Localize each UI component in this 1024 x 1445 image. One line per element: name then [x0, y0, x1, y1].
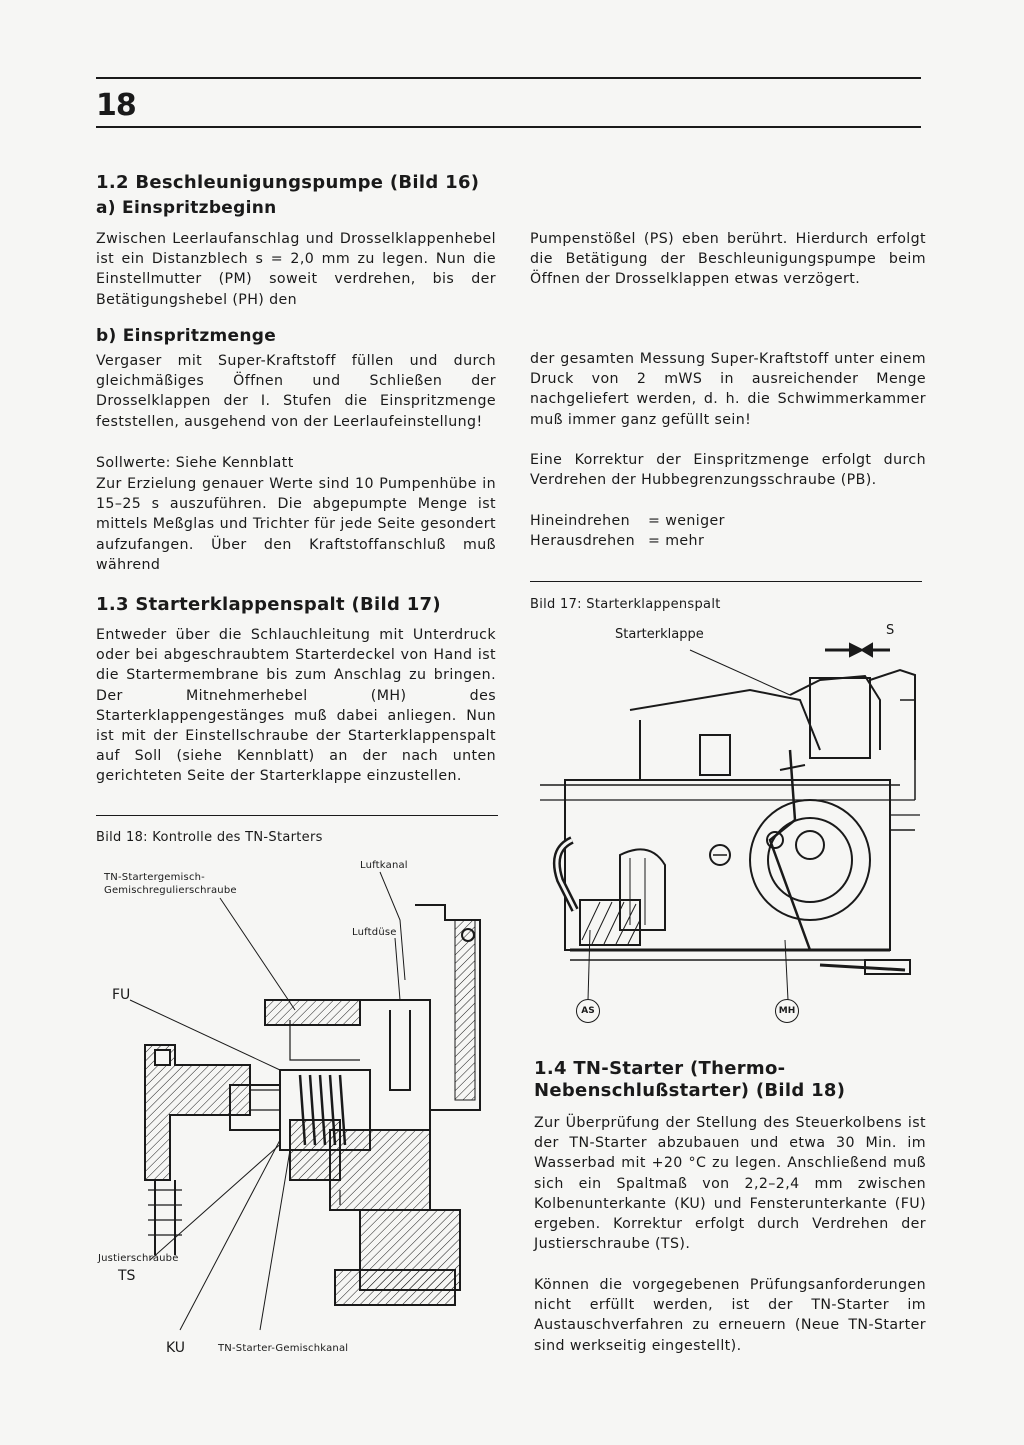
fig18-label-tn-1: TN-Startergemisch- [104, 872, 205, 883]
section-1-2-a-heading: a) Einspritzbeginn [96, 198, 277, 218]
fig18-caption: Bild 18: Kontrolle des TN-Starters [96, 830, 323, 845]
header-top-rule [96, 77, 921, 79]
hineindrehen-value: = weniger [648, 513, 725, 529]
divider-right [530, 581, 922, 582]
section-1-3-text: Entweder über die Schlauchleitung mit Unterdruck oder bei abgeschraubtem Starterdeckel von Hand ist die Startermembrane bis zum Anschlag zu bringen. Der Mitnehmerhebel (MH) des Starterklappengestänges muß dabei anliegen. Nun ist mit der Einstellschraube der Starterklappenspalt auf Soll (siehe Kennblatt) an der nach unten gerichteten Seite der Starterklappe einzustellen. [96, 627, 496, 785]
hineindrehen-label: Hineindrehen [530, 513, 631, 529]
section-1-2-b-heading: b) Einspritzmenge [96, 326, 277, 346]
fig17-caption: Bild 17: Starterklappenspalt [530, 597, 721, 612]
fig18-label-ku: KU [166, 1340, 186, 1356]
fig18-label-luftkanal: Luftkanal [360, 860, 408, 871]
herausdrehen-value: = mehr [648, 533, 705, 549]
herausdrehen-label: Herausdrehen [530, 533, 636, 549]
section-1-4-heading-line2: Nebenschlußstarter) (Bild 18) [534, 1080, 846, 1101]
section-1-2-a-text-right: Pumpenstößel (PS) eben berührt. Hierdurch erfolgt die Betätigung der Beschleunigungspumpe beim Öffnen der Drosselklappen etwas verzögert. [530, 231, 926, 288]
divider-left [96, 815, 498, 816]
fig17-carburetor-drawing [520, 640, 920, 1030]
section-1-3-heading: 1.3 Starterklappenspalt (Bild 17) [96, 594, 441, 615]
fig18-tn-starter-drawing [100, 860, 500, 1340]
fig18-label-ts: TS [118, 1268, 136, 1284]
herausdrehen-row [530, 531, 926, 551]
fig18-label-fu: FU [112, 987, 131, 1003]
fig18-label-justier: Justierschraube [98, 1253, 179, 1264]
section-1-4-text2: Können die vorgegebenen Prüfungsanforderungen nicht erfüllt werden, ist der TN-Starter im Austauschverfahren zu erneuern (Neue TN-Starter sind werkseitig eingestellt). [534, 1277, 926, 1354]
section-1-2-b-text-left2: Zur Erzielung genauer Werte sind 10 Pumpenhübe in 15–25 s auszuführen. Die abgepumpte Menge ist mittels Meßglas und Trichter für jede Seite gesondert aufzufangen. Über den Kraftstoffanschluß muß während [96, 476, 496, 573]
section-1-2-b-text-right2: Eine Korrektur der Einspritzmenge erfolgt durch Verdrehen der Hubbegrenzungsschraube (PB). [530, 452, 926, 489]
section-1-2-b-text-right: der gesamten Messung Super-Kraftstoff unter einem Druck von 2 mWS in ausreichender Menge nachgeliefert werden, d. h. die Schwimmerkammer muß immer ganz gefüllt sein! [530, 351, 926, 428]
section-1-2-b-text-left: Vergaser mit Super-Kraftstoff füllen und durch gleichmäßiges Öffnen und Schließen der Drosselklappen der I. Stufen die Einspritzmenge feststellen, ausgehend von der Leerlaufeinstellung! [96, 353, 496, 430]
section-1-2-heading: 1.2 Beschleunigungspumpe (Bild 16) [96, 172, 480, 193]
header-bottom-rule [96, 126, 921, 128]
fig18-label-luftduese: Luftdüse [352, 927, 397, 938]
fig17-label-starterklappe: Starterklappe [615, 627, 704, 642]
fig17-label-as: AS [576, 999, 600, 1023]
fig18-label-gemischkanal: TN-Starter-Gemischkanal [218, 1343, 349, 1354]
section-1-2-b-sollwerte: Sollwerte: Siehe Kennblatt [96, 455, 294, 471]
fig17-label-mh: MH [775, 999, 799, 1023]
section-1-4-heading-line1: 1.4 TN-Starter (Thermo- [534, 1058, 786, 1079]
section-1-4-text: Zur Überprüfung der Stellung des Steuerkolbens ist der TN-Starter abzubauen und etwa 30 Min. im Wasserbad mit +20 °C zu legen. Anschließend muß sich ein Spaltmaß von 2,2–2,4 mm zwischen Kolbenunterkante (KU) und Fensterunterkante (FU) ergeben. Korrektur erfolgt durch Verdrehen der Justierschraube (TS). [534, 1115, 926, 1253]
fig17-label-s: S [886, 623, 895, 638]
section-1-2-a-text-left: Zwischen Leerlaufanschlag und Drosselklappenhebel ist ein Distanzblech s = 2,0 mm zu legen. Nun die Einstellmutter (PM) soweit verdrehen, bis der Betätigungshebel (PH) den [96, 231, 496, 308]
hineindrehen-row [530, 511, 926, 531]
fig18-label-tn-2: Gemischregulierschraube [104, 885, 237, 896]
page-number: 18 [96, 88, 136, 123]
